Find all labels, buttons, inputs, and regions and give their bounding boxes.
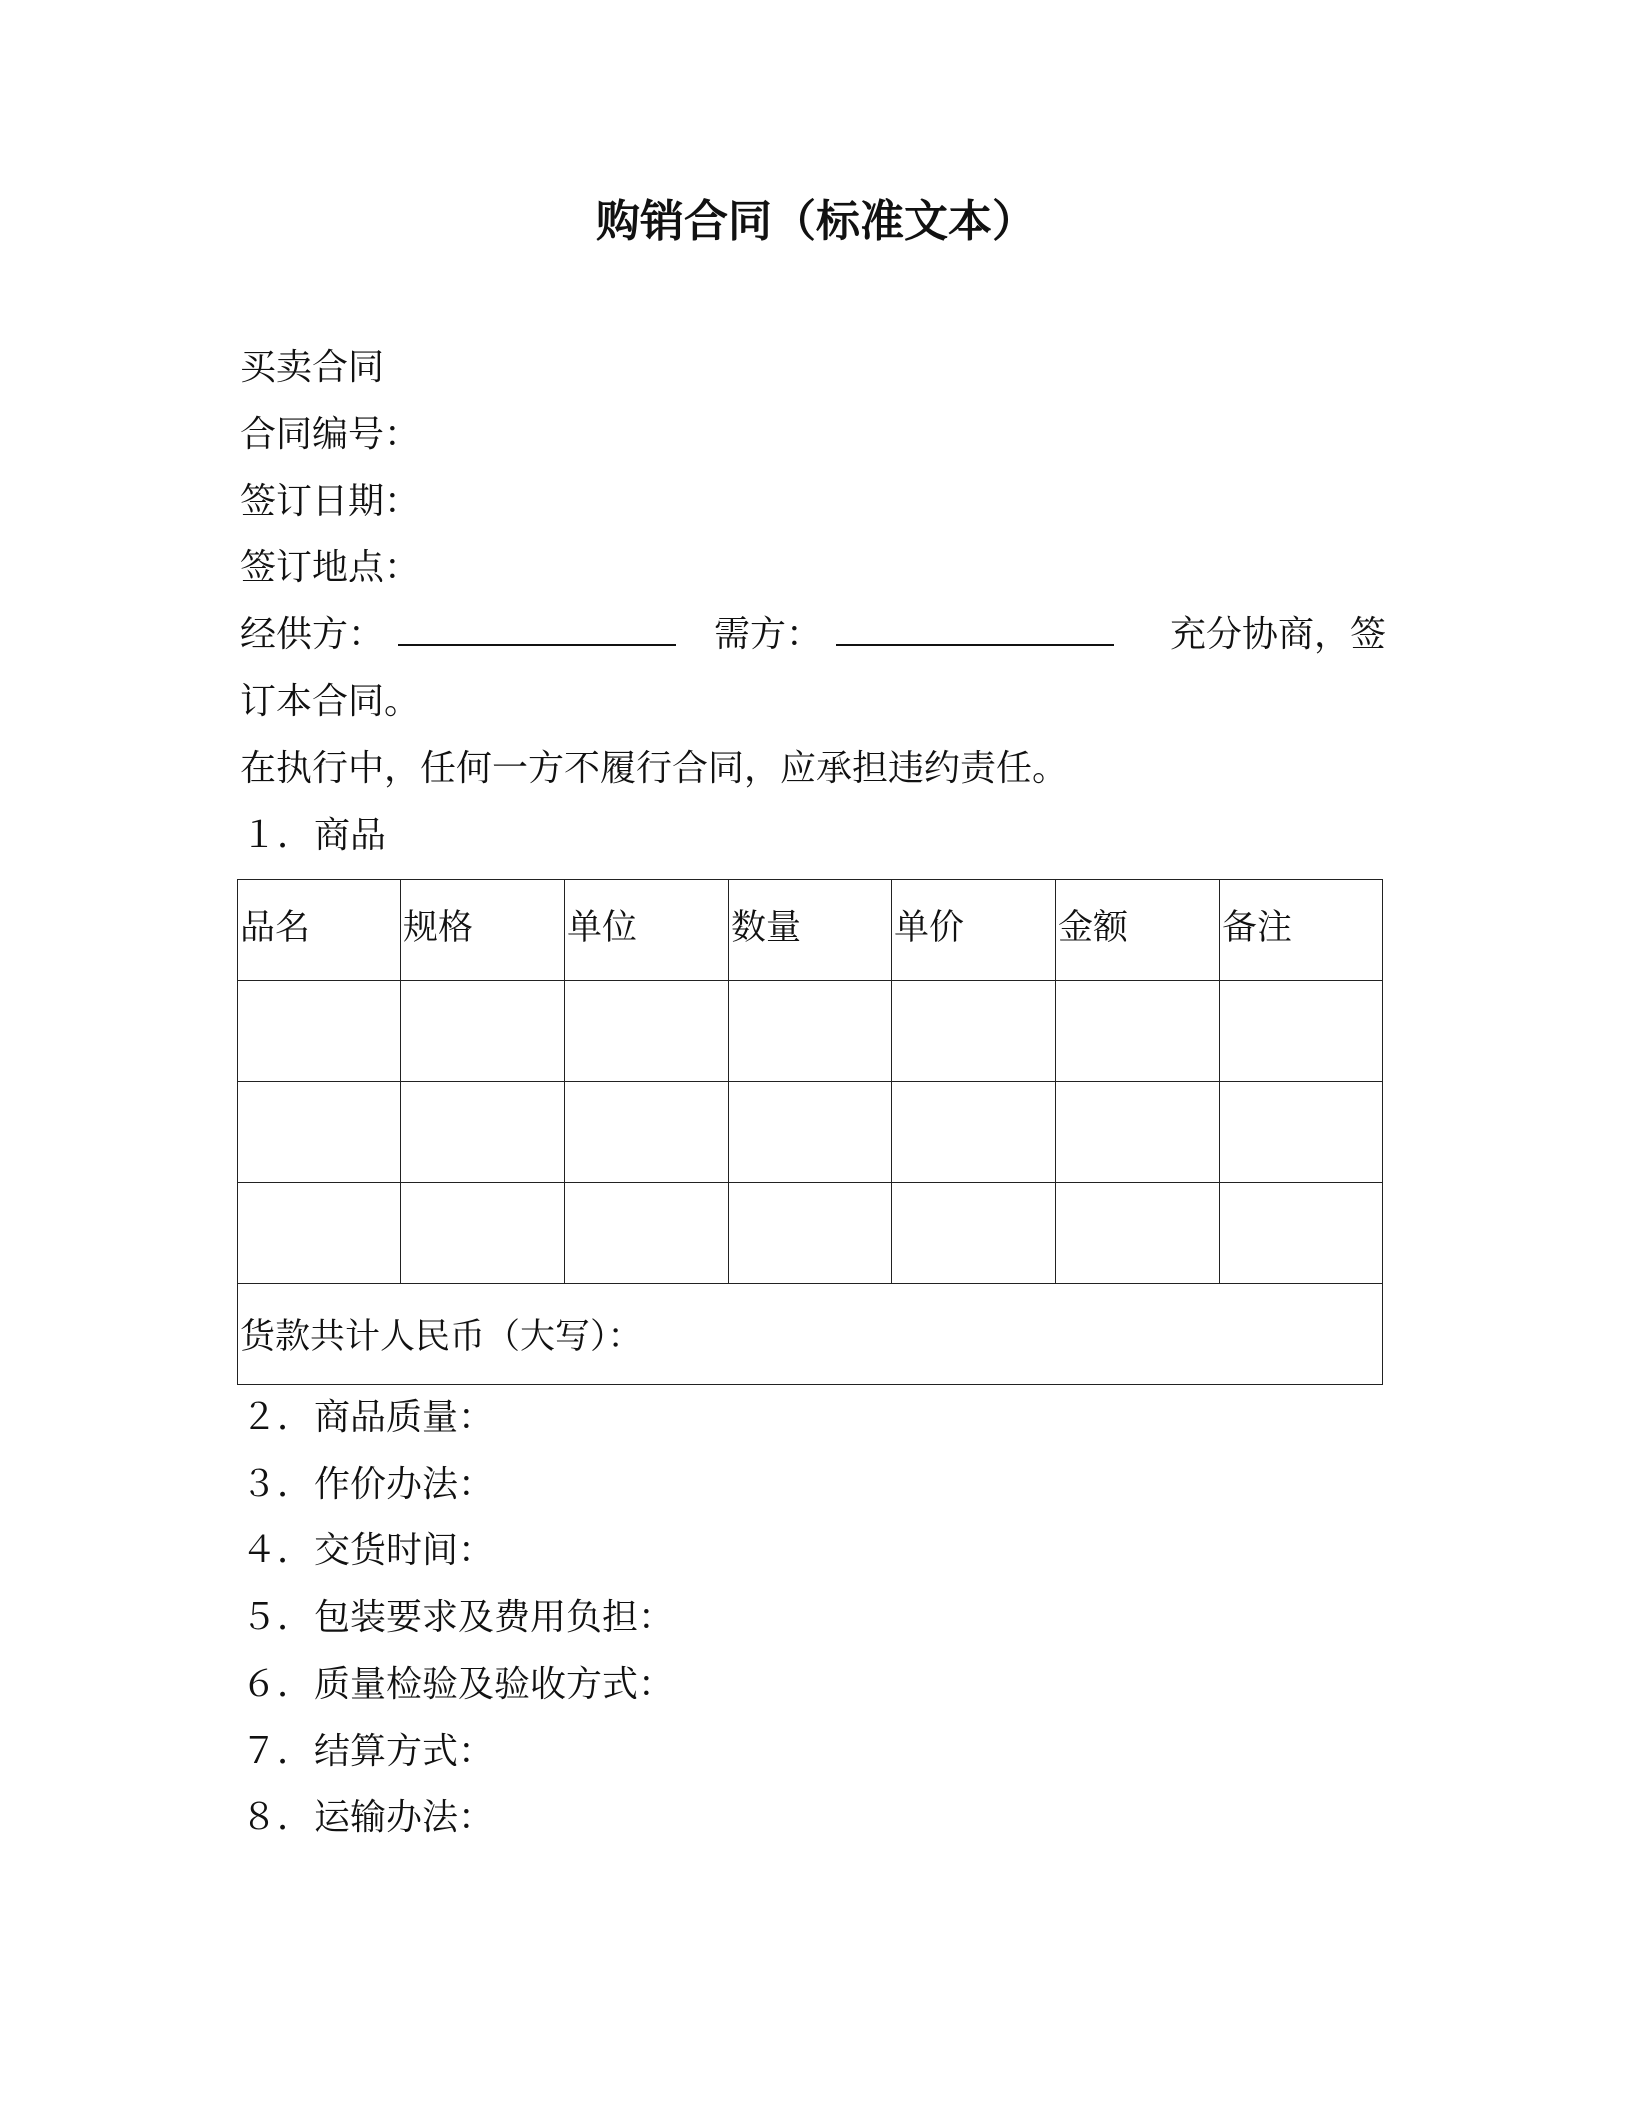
table-cell[interactable] — [401, 1183, 565, 1284]
table-cell[interactable] — [1056, 981, 1220, 1082]
table-cell[interactable] — [401, 1082, 565, 1183]
clause-label: 商品质量： — [314, 1397, 495, 1438]
clause-number: ７． — [240, 1731, 313, 1772]
clause-label: 质量检验及验收方式： — [314, 1664, 675, 1705]
table-cell[interactable] — [238, 1082, 401, 1183]
table-cell[interactable] — [565, 1082, 729, 1183]
header-amount: 金额 — [1056, 880, 1220, 981]
clause-label: 结算方式： — [314, 1731, 495, 1772]
clause-label: 交货时间： — [314, 1530, 495, 1571]
table-cell[interactable] — [565, 1183, 729, 1284]
header-unit: 单位 — [565, 880, 729, 981]
document-title: 购销合同（标准文本） — [596, 196, 1036, 247]
table-cell[interactable] — [729, 1183, 892, 1284]
breach-statement: 在执行中，任何一方不履行合同，应承担违约责任。 — [240, 748, 1069, 789]
clause-number: ３． — [240, 1464, 313, 1505]
goods-table — [237, 879, 1383, 1385]
table-row — [238, 1082, 1383, 1183]
table-cell[interactable] — [238, 981, 401, 1082]
supplier-label: 经供方： — [240, 614, 385, 655]
table-cell[interactable] — [401, 981, 565, 1082]
clause-7 — [240, 1727, 494, 1777]
clause-number: ８． — [240, 1797, 313, 1838]
header-remarks: 备注 — [1220, 880, 1383, 981]
clause-2 — [240, 1393, 494, 1443]
table-header-row — [238, 880, 1383, 981]
header-specification: 规格 — [401, 880, 565, 981]
header-unit-price: 单价 — [892, 880, 1056, 981]
clause-6 — [240, 1660, 674, 1710]
parties-line — [240, 610, 1386, 660]
header-quantity: 数量 — [729, 880, 892, 981]
clause-label: 包装要求及费用负担： — [314, 1597, 675, 1638]
table-cell[interactable] — [565, 981, 729, 1082]
supplier-blank[interactable] — [398, 614, 676, 646]
clause-8 — [240, 1793, 494, 1843]
table-cell[interactable] — [729, 981, 892, 1082]
table-cell[interactable] — [729, 1082, 892, 1183]
table-cell[interactable] — [892, 1183, 1056, 1284]
sign-place-line: 签订地点： — [240, 547, 421, 588]
parties-continuation: 订本合同。 — [240, 681, 421, 722]
clause-label: 作价办法： — [314, 1464, 495, 1505]
clause-number: ５． — [240, 1597, 313, 1638]
total-amount-cell[interactable]: 货款共计人民币（大写）： — [238, 1284, 1383, 1385]
contract-type-line: 买卖合同 — [240, 347, 385, 388]
clause-3 — [240, 1460, 494, 1510]
table-row — [238, 981, 1383, 1082]
section-1-heading — [240, 811, 386, 861]
sign-date-line: 签订日期： — [240, 481, 421, 522]
clause-number: ２． — [240, 1397, 313, 1438]
table-cell[interactable] — [238, 1183, 401, 1284]
consult-text: 充分协商，签 — [1170, 614, 1387, 655]
clause-number: ６． — [240, 1664, 313, 1705]
table-cell[interactable] — [892, 981, 1056, 1082]
table-cell[interactable] — [1220, 1082, 1383, 1183]
table-total-row — [238, 1284, 1383, 1385]
clause-4 — [240, 1526, 494, 1576]
clause-label: 运输办法： — [314, 1797, 495, 1838]
table-cell[interactable] — [1056, 1082, 1220, 1183]
table-cell[interactable] — [1220, 1183, 1383, 1284]
section-1-label: 商品 — [314, 815, 387, 856]
buyer-blank[interactable] — [836, 614, 1114, 646]
buyer-label: 需方： — [714, 614, 823, 655]
contract-number-line: 合同编号： — [240, 414, 421, 455]
table-cell[interactable] — [1056, 1183, 1220, 1284]
clause-number: ４． — [240, 1530, 313, 1571]
header-product-name: 品名 — [238, 880, 401, 981]
table-row — [238, 1183, 1383, 1284]
section-1-number: １． — [240, 815, 313, 856]
table-cell[interactable] — [1220, 981, 1383, 1082]
table-cell[interactable] — [892, 1082, 1056, 1183]
clause-5 — [240, 1593, 674, 1643]
